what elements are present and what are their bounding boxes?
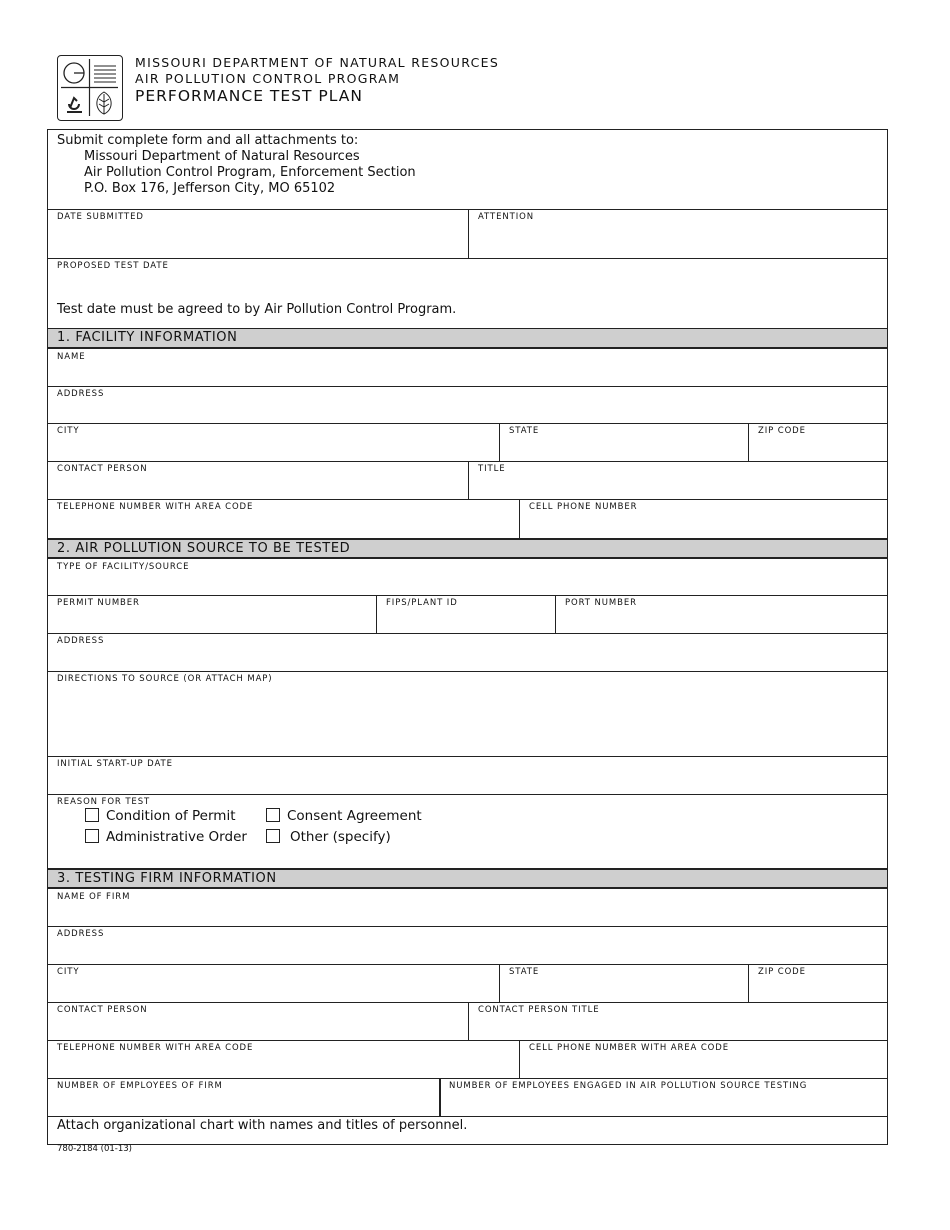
facility-name-field[interactable] bbox=[48, 349, 887, 387]
facility-phone-label: TELEPHONE NUMBER WITH AREA CODE bbox=[57, 502, 254, 512]
firm-contact-title-label: CONTACT PERSON TITLE bbox=[478, 1005, 600, 1015]
administrative-order-option[interactable] bbox=[85, 829, 247, 845]
firm-city-label: CITY bbox=[57, 967, 80, 977]
facility-zip-field[interactable] bbox=[748, 423, 887, 461]
facility-title-label: TITLE bbox=[478, 464, 506, 474]
facility-state-field[interactable] bbox=[499, 423, 749, 461]
facility-city-field[interactable] bbox=[48, 423, 500, 461]
firm-contact-field[interactable] bbox=[48, 1002, 469, 1040]
program-name: AIR POLLUTION CONTROL PROGRAM bbox=[135, 71, 401, 86]
date-attention-row bbox=[48, 209, 887, 259]
port-number-label: PORT NUMBER bbox=[565, 598, 637, 608]
proposed-test-date-field[interactable] bbox=[48, 258, 887, 328]
other-specify-option[interactable] bbox=[266, 829, 391, 845]
submit-line-3: P.O. Box 176, Jefferson City, MO 65102 bbox=[84, 181, 336, 196]
facility-cell-label: CELL PHONE NUMBER bbox=[529, 502, 638, 512]
source-type-label: TYPE OF FACILITY/SOURCE bbox=[57, 562, 190, 572]
source-type-field[interactable] bbox=[48, 559, 887, 596]
submit-intro: Submit complete form and all attachments to: bbox=[57, 133, 359, 148]
submit-line-1: Missouri Department of Natural Resources bbox=[84, 149, 360, 164]
employees-testing-label: NUMBER OF EMPLOYEES ENGAGED IN AIR POLLUTION SOURCE TESTING bbox=[449, 1081, 808, 1091]
firm-zip-field[interactable] bbox=[748, 964, 887, 1002]
firm-city-field[interactable] bbox=[48, 964, 500, 1002]
facility-contact-label: CONTACT PERSON bbox=[57, 464, 148, 474]
condition-of-permit-option[interactable] bbox=[85, 808, 236, 824]
firm-zip-label: ZIP CODE bbox=[758, 967, 806, 977]
consent-agreement-label: Consent Agreement bbox=[287, 808, 422, 824]
attention-field[interactable] bbox=[468, 209, 887, 258]
attach-chart-note: Attach organizational chart with names and titles of personnel. bbox=[57, 1118, 468, 1133]
firm-employees-row bbox=[48, 1078, 887, 1117]
facility-title-field[interactable] bbox=[468, 461, 887, 499]
facility-phone-row bbox=[48, 499, 887, 538]
firm-phone-row bbox=[48, 1040, 887, 1079]
agency-name: MISSOURI DEPARTMENT OF NATURAL RESOURCES bbox=[135, 55, 500, 70]
firm-name-field[interactable] bbox=[48, 889, 887, 927]
firm-state-field[interactable] bbox=[499, 964, 749, 1002]
facility-contact-row bbox=[48, 461, 887, 500]
facility-contact-field[interactable] bbox=[48, 461, 469, 499]
reason-for-test-label: REASON FOR TEST bbox=[57, 797, 151, 807]
facility-state-label: STATE bbox=[509, 426, 540, 436]
section-facility-heading: 1. FACILITY INFORMATION bbox=[48, 328, 887, 349]
source-address-field[interactable] bbox=[48, 633, 887, 672]
section-source-heading: 2. AIR POLLUTION SOURCE TO BE TESTED bbox=[48, 538, 887, 559]
initial-startup-date-label: INITIAL START-UP DATE bbox=[57, 759, 173, 769]
firm-contact-row bbox=[48, 1002, 887, 1041]
firm-state-label: STATE bbox=[509, 967, 540, 977]
facility-city-label: CITY bbox=[57, 426, 80, 436]
missouri-dnr-seal-icon bbox=[57, 55, 123, 121]
condition-of-permit-label: Condition of Permit bbox=[106, 808, 236, 824]
employees-of-firm-field[interactable] bbox=[48, 1078, 440, 1116]
fips-plant-id-label: FIPS/PLANT ID bbox=[386, 598, 458, 608]
date-submitted-field[interactable] bbox=[48, 209, 469, 258]
firm-name-label: NAME OF FIRM bbox=[57, 892, 131, 902]
directions-field[interactable] bbox=[48, 671, 887, 757]
directions-label: DIRECTIONS TO SOURCE (OR ATTACH MAP) bbox=[57, 674, 273, 684]
firm-address-field[interactable] bbox=[48, 926, 887, 965]
form-title: PERFORMANCE TEST PLAN bbox=[135, 87, 363, 105]
firm-cell-label: CELL PHONE NUMBER WITH AREA CODE bbox=[529, 1043, 729, 1053]
submit-address-block bbox=[48, 130, 887, 210]
administrative-order-label: Administrative Order bbox=[106, 829, 247, 845]
consent-agreement-option[interactable] bbox=[266, 808, 422, 824]
firm-city-row bbox=[48, 964, 887, 1003]
checkbox[interactable] bbox=[85, 829, 99, 843]
permit-number-label: PERMIT NUMBER bbox=[57, 598, 140, 608]
reason-for-test-field bbox=[48, 794, 887, 868]
section-firm-heading: 3. TESTING FIRM INFORMATION bbox=[48, 868, 887, 889]
facility-address-label: ADDRESS bbox=[57, 389, 105, 399]
date-submitted-label: DATE SUBMITTED bbox=[57, 212, 144, 222]
facility-phone-field[interactable] bbox=[48, 499, 520, 538]
facility-name-label: NAME bbox=[57, 352, 86, 362]
submit-line-2: Air Pollution Control Program, Enforcement Section bbox=[84, 165, 416, 180]
attention-label: ATTENTION bbox=[478, 212, 534, 222]
employees-of-firm-label: NUMBER OF EMPLOYEES OF FIRM bbox=[57, 1081, 223, 1091]
initial-startup-date-field[interactable] bbox=[48, 756, 887, 795]
other-specify-label: Other (specify) bbox=[290, 829, 391, 845]
firm-phone-field[interactable] bbox=[48, 1040, 520, 1078]
firm-contact-label: CONTACT PERSON bbox=[57, 1005, 148, 1015]
checkbox[interactable] bbox=[85, 808, 99, 822]
employees-testing-field[interactable] bbox=[439, 1078, 887, 1116]
firm-cell-field[interactable] bbox=[519, 1040, 887, 1078]
facility-address-field[interactable] bbox=[48, 386, 887, 424]
firm-contact-title-field[interactable] bbox=[468, 1002, 887, 1040]
source-address-label: ADDRESS bbox=[57, 636, 105, 646]
facility-cell-field[interactable] bbox=[519, 499, 887, 538]
firm-phone-label: TELEPHONE NUMBER WITH AREA CODE bbox=[57, 1043, 254, 1053]
facility-city-row bbox=[48, 423, 887, 462]
checkbox[interactable] bbox=[266, 808, 280, 822]
form-number: 780-2184 (01-13) bbox=[57, 1144, 132, 1154]
facility-zip-label: ZIP CODE bbox=[758, 426, 806, 436]
firm-address-label: ADDRESS bbox=[57, 929, 105, 939]
source-permit-row bbox=[48, 595, 887, 634]
proposed-test-date-label: PROPOSED TEST DATE bbox=[57, 261, 169, 271]
permit-number-field[interactable] bbox=[48, 595, 377, 633]
proposed-test-date-note: Test date must be agreed to by Air Pollution Control Program. bbox=[57, 302, 457, 317]
performance-test-plan-form bbox=[47, 129, 888, 1145]
port-number-field[interactable] bbox=[555, 595, 887, 633]
checkbox[interactable] bbox=[266, 829, 280, 843]
fips-plant-id-field[interactable] bbox=[376, 595, 556, 633]
